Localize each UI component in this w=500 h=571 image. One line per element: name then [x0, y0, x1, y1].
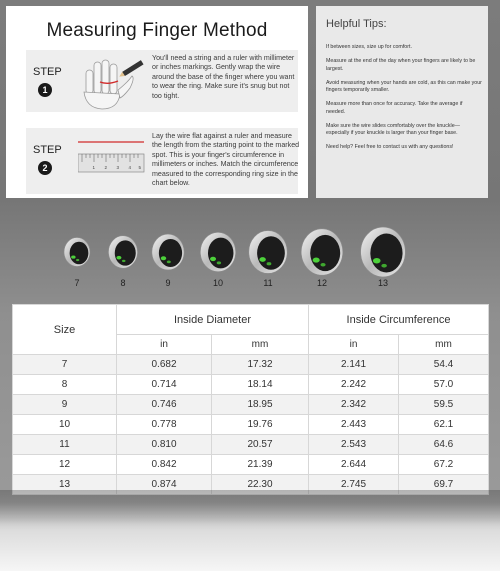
step-1-number: 1	[38, 83, 52, 97]
value-cell: 0.842	[117, 455, 212, 475]
ring-size-label: 7	[74, 278, 80, 288]
ring-image	[108, 236, 137, 268]
value-cell: 62.1	[399, 415, 489, 435]
ring-size-label: 8	[120, 278, 126, 288]
method-title: Measuring Finger Method	[46, 20, 268, 41]
inside-circumference-header: Inside Circumference	[309, 305, 489, 335]
size-cell: 11	[13, 435, 117, 455]
ring-image	[361, 227, 406, 277]
value-cell: 0.778	[117, 415, 212, 435]
size-cell: 13	[13, 475, 117, 495]
ring-image	[64, 238, 90, 267]
value-cell: 64.6	[399, 435, 489, 455]
unit-header: mm	[212, 335, 309, 355]
step-2	[26, 128, 298, 194]
value-cell: 0.874	[117, 475, 212, 495]
value-cell: 54.4	[399, 355, 489, 375]
table-row	[13, 455, 489, 475]
value-cell: 2.543	[309, 435, 399, 455]
ring-size-table	[12, 304, 488, 490]
tip-item: Measure more than once for accuracy. Take the average if needed.	[326, 101, 463, 115]
value-cell: 17.32	[212, 355, 309, 375]
ruler-tick-label: 1	[92, 165, 96, 170]
value-cell: 0.810	[117, 435, 212, 455]
value-cell: 0.682	[117, 355, 212, 375]
ring-size-row	[0, 200, 500, 300]
tip-item: If between sizes, size up for comfort.	[326, 44, 412, 50]
size-cell: 7	[13, 355, 117, 375]
ring-image	[200, 232, 235, 271]
size-cell: 9	[13, 395, 117, 415]
ring-size-label: 9	[165, 278, 171, 288]
ring-size-label: 13	[377, 278, 389, 288]
step-2-text: Lay the wire flat against a ruler and measure the length from the starting point to the marked spot. This is your finger's circumference in millimeters or inches. Match the circumference measured to the corresponding ring size in the chart below.	[152, 132, 300, 188]
value-cell: 2.443	[309, 415, 399, 435]
value-cell: 2.342	[309, 395, 399, 415]
ring-size-label: 12	[316, 278, 328, 288]
helpful-tips-panel	[316, 6, 488, 198]
value-cell: 22.30	[212, 475, 309, 495]
size-cell: 8	[13, 375, 117, 395]
table-row	[13, 375, 489, 395]
inside-diameter-header: Inside Diameter	[117, 305, 309, 335]
ring-size-label: 10	[212, 278, 224, 288]
tip-item: Measure at the end of the day when your fingers are likely to be largest.	[326, 57, 476, 72]
ruler-illustration	[78, 132, 148, 188]
ring-image	[301, 229, 343, 275]
tip-item: Make sure the wire slides comfortably over the knuckle—especially if your knuckle is larger than your finger base.	[326, 122, 460, 137]
table-row	[13, 415, 489, 435]
ring-image	[249, 231, 287, 274]
unit-header: in	[117, 335, 212, 355]
tip-item: Need help? Feel free to contact us with any questions!	[326, 144, 454, 151]
value-cell: 2.141	[309, 355, 399, 375]
tips-title: Helpful Tips:	[326, 18, 387, 30]
step-1-text: You'll need a string and a ruler with millimeter or inches markings. Gently wrap the wire around the base of the finger where you want to wear the ring. Make sure it's snug but not too tight.	[152, 54, 295, 100]
value-cell: 2.242	[309, 375, 399, 395]
measuring-method-panel	[6, 6, 308, 198]
ruler-tick-label: 3	[116, 165, 120, 170]
value-cell: 18.14	[212, 375, 309, 395]
value-cell: 59.5	[399, 395, 489, 415]
hand-wrap-illustration	[78, 54, 148, 110]
step-1-label: STEP	[33, 66, 62, 78]
value-cell: 21.39	[212, 455, 309, 475]
value-cell: 69.7	[399, 475, 489, 495]
tip-item: Avoid measuring when your hands are cold, as this can make your fingers temporarily smaller.	[326, 79, 482, 94]
unit-header: mm	[399, 335, 489, 355]
step-1	[26, 50, 298, 112]
table-shadow	[0, 490, 500, 530]
value-cell: 57.0	[399, 375, 489, 395]
value-cell: 19.76	[212, 415, 309, 435]
value-cell: 0.746	[117, 395, 212, 415]
table-row	[13, 395, 489, 415]
size-header: Size	[13, 305, 117, 355]
value-cell: 2.745	[309, 475, 399, 495]
ruler-tick-label: 2	[104, 165, 108, 170]
value-cell: 20.57	[212, 435, 309, 455]
tips-list	[326, 44, 482, 158]
size-cell: 10	[13, 415, 117, 435]
unit-header: in	[309, 335, 399, 355]
ring-size-label: 11	[263, 278, 273, 288]
ruler-tick-label: 4	[128, 165, 132, 170]
value-cell: 0.714	[117, 375, 212, 395]
step-2-number: 2	[38, 161, 52, 175]
value-cell: 67.2	[399, 455, 489, 475]
size-cell: 12	[13, 455, 117, 475]
table-row	[13, 355, 489, 375]
table-row	[13, 435, 489, 455]
value-cell: 2.644	[309, 455, 399, 475]
step-2-label: STEP	[33, 144, 62, 156]
ruler-tick-label: 5	[138, 165, 142, 170]
value-cell: 18.95	[212, 395, 309, 415]
ring-image	[152, 234, 184, 270]
